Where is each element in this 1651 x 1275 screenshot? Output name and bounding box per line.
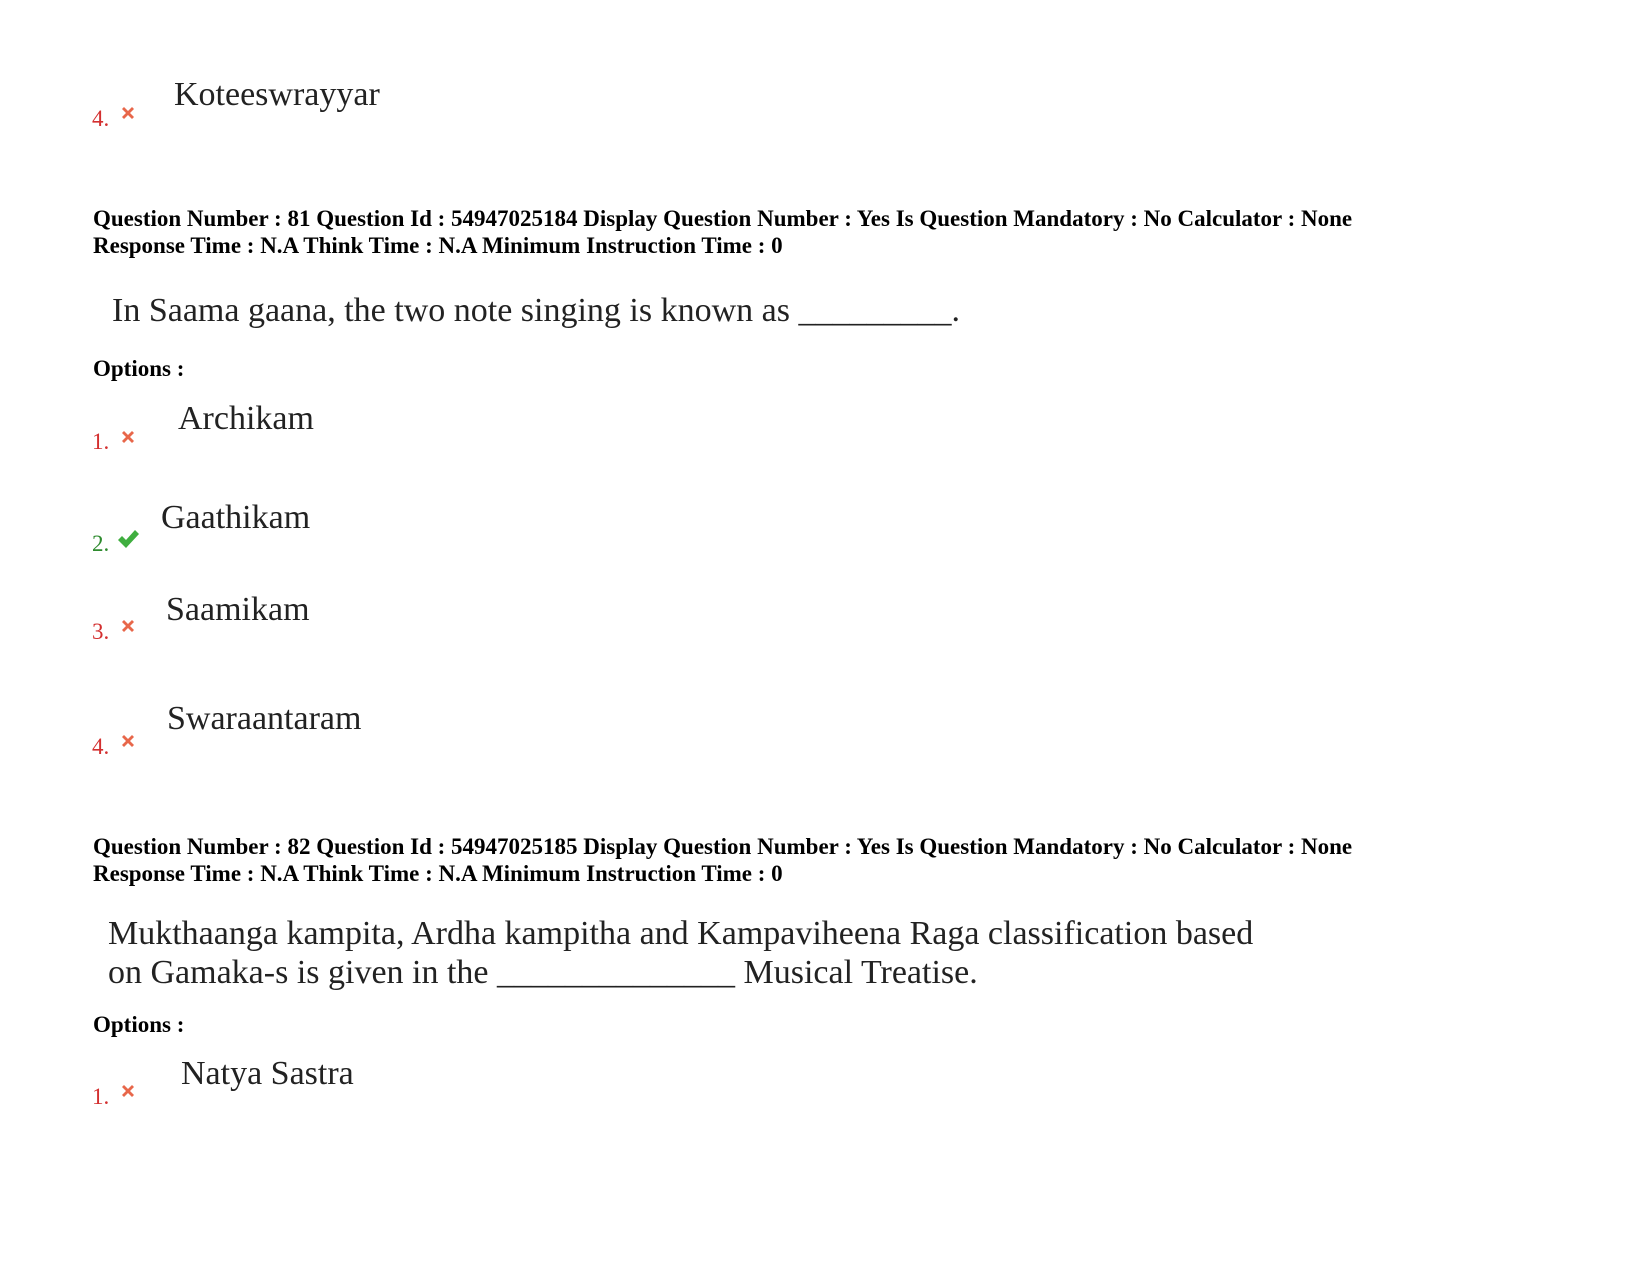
option-number: 2. bbox=[92, 531, 110, 556]
option-text: Saamikam bbox=[166, 591, 310, 628]
option-number: 4. bbox=[92, 106, 110, 131]
cross-icon bbox=[119, 732, 137, 750]
options-label: Options : bbox=[93, 356, 185, 381]
option-text: Koteeswrayyar bbox=[174, 76, 380, 113]
question-text: Mukthaanga kampita, Ardha kampitha and Kampaviheena Raga classification based bbox=[108, 915, 1254, 952]
options-label: Options : bbox=[93, 1012, 185, 1037]
cross-icon bbox=[119, 104, 137, 122]
option-text: Gaathikam bbox=[161, 499, 311, 536]
option-number: 4. bbox=[92, 734, 110, 759]
cross-icon bbox=[119, 428, 137, 446]
question-text: on Gamaka-s is given in the ______________ Musical Treatise. bbox=[108, 954, 978, 991]
check-icon bbox=[116, 528, 140, 550]
option-text: Natya Sastra bbox=[181, 1055, 354, 1092]
option-number: 1. bbox=[92, 429, 110, 454]
cross-icon bbox=[119, 1082, 137, 1100]
option-text: Swaraantaram bbox=[167, 700, 362, 737]
question-meta-line1: Question Number : 82 Question Id : 54947025185 Display Question Number : Yes Is Question Mandatory : No Calculator : None bbox=[93, 834, 1353, 859]
option-number: 3. bbox=[92, 619, 110, 644]
option-text: Archikam bbox=[178, 400, 314, 437]
question-meta-line1: Question Number : 81 Question Id : 54947025184 Display Question Number : Yes Is Question Mandatory : No Calculator : None bbox=[93, 206, 1353, 231]
question-meta-line2: Response Time : N.A Think Time : N.A Minimum Instruction Time : 0 bbox=[93, 861, 783, 886]
cross-icon bbox=[119, 617, 137, 635]
question-text: In Saama gaana, the two note singing is known as _________. bbox=[112, 292, 960, 329]
question-meta-line2: Response Time : N.A Think Time : N.A Minimum Instruction Time : 0 bbox=[93, 233, 783, 258]
option-number: 1. bbox=[92, 1084, 110, 1109]
